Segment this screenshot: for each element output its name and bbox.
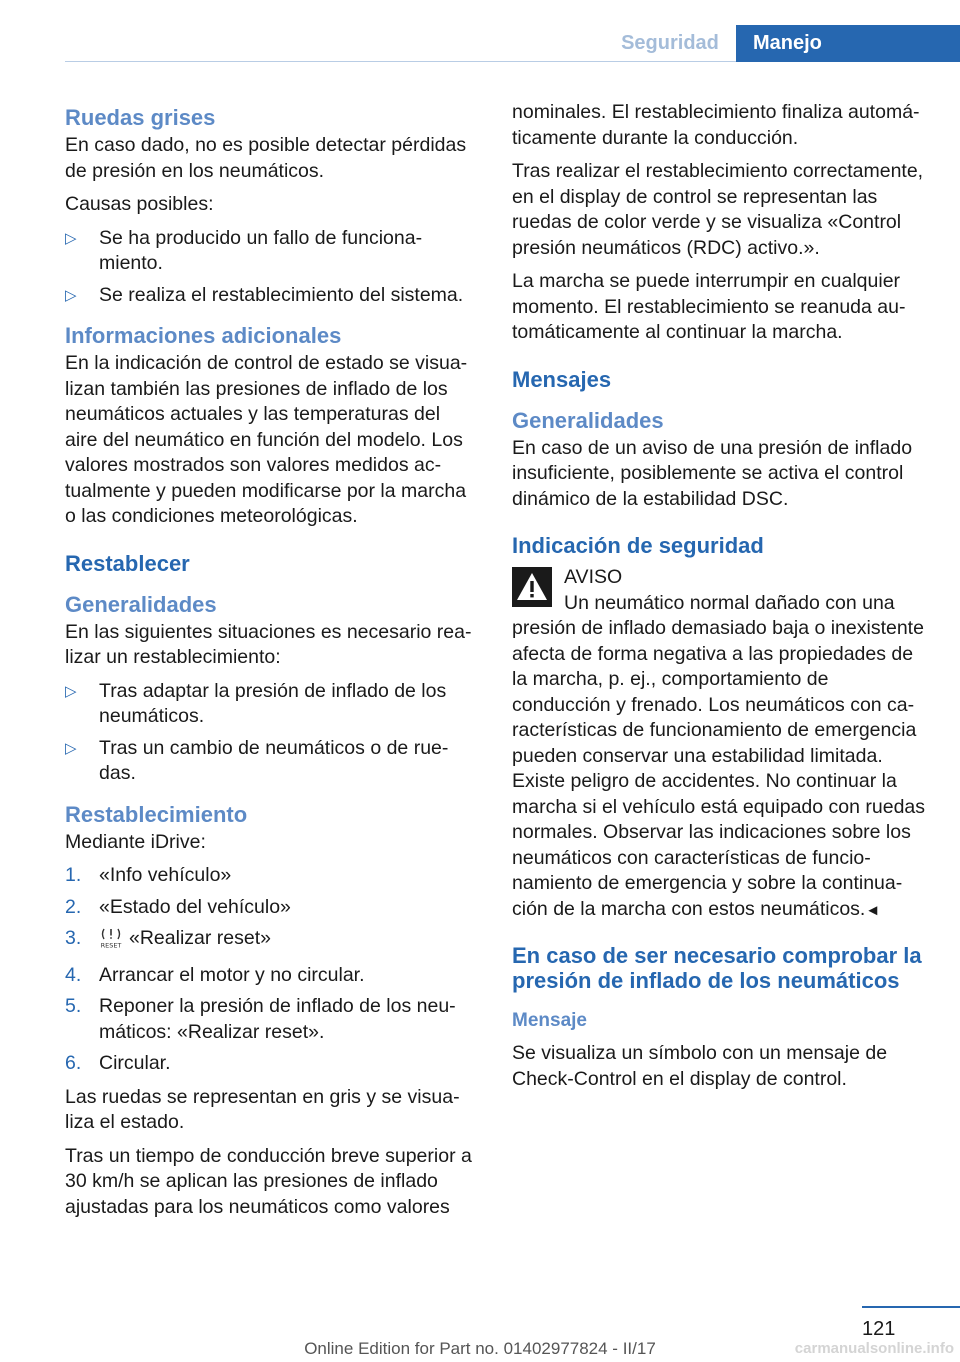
tire-reset-icon [99,927,123,957]
list-item: ▷ Se ha producido un fallo de funcionamiento. [65,226,423,274]
heading-restablecimiento: Restablecimiento [65,801,248,827]
warning-block [512,565,928,616]
heading-comprobar: En caso de ser necesario comprobar la presión de inflado de los neumáticos [512,943,922,993]
heading-generalidades-2: Generalidades [512,407,664,433]
list-item: 2. «Estado del vehículo» [65,895,291,918]
watermark: carmanualsonline.info [794,1340,954,1357]
causas-list [65,226,477,309]
heading-generalidades: Generalidades [65,591,217,617]
heading-informaciones: Informaciones adicionales [65,323,342,348]
triangle-bullet-icon: ▷ [65,229,77,247]
paragraph-tras: Tras un tiempo de conducción breve superior a 30 km/h se aplican las presiones de inflado ajustadas para los neumáticos como valores [65,1144,472,1218]
warning-title: AVISO [564,566,623,588]
footer-rule [862,1306,960,1308]
list-item: 1. «Info vehículo» [65,864,232,886]
list-item: ▷ Tras adaptar la presión de inflado de los neumáticos. [65,679,447,727]
svg-text:RESET: RESET [100,941,122,949]
warning-text: presión de inflado demasiado baja o inexistente afecta de forma negativa a las propiedades de la marcha, p. ej., comportamiento de conducción y frenado. Los neumáticos con características de funcionamiento de emergencia pueden conservar una estabilidad limitada. Existe peligro de accidentes. No continuar la marcha si el vehículo está equipado con ruedas normales. Observar las indicaciones sobre los neumáticos con características de funcionamiento de emergencia y sobre la continuación de la marcha con estos neumáticos.◄ [512,617,926,920]
warning-triangle-icon [512,567,552,615]
paragraph-gris: Las ruedas se representan en gris y se visualiza el estado. [65,1085,460,1133]
paragraph-verde: Tras realizar el restablecimiento correctamente, en el display de control se representan las ruedas de color verde y se visualiza «Control presión neumáticos (RDC) activo.». [512,160,924,259]
paragraph-simbolo: Se visualiza un símbolo con un mensaje de Check-Control en el display de control. [512,1042,888,1090]
triangle-bullet-icon: ▷ [65,739,77,757]
footer-edition: Online Edition for Part no. 01402977824 - II/17 [304,1339,656,1358]
paragraph-marcha: La marcha se puede interrumpir en cualquier momento. El restablecimiento se reanuda automáticamente al continuar la marcha. [512,270,906,343]
heading-ruedas-grises: Ruedas grises [65,105,216,130]
paragraph-info: En la indicación de control de estado se visualizan también las presiones de inflado de los neumáticos actuales y las temperaturas del aire del neumático en función del modelo. Los valores mostrados son valores medidos actualmente y pueden modificarse por la marcha o las condiciones meteorológicas. [65,352,468,527]
steps-list [65,863,477,1077]
paragraph-ruedas: En caso dado, no es posible detectar pérdidas de presión en los neumáticos. [65,134,467,182]
paragraph-continuation: nominales. El restablecimiento finaliza automáticamente durante la conducción. [512,101,920,149]
paragraph-aviso-dsc: En caso de un aviso de una presión de inflado insuficiente, posiblemente se activa el control dinámico de la estabilidad DSC. [512,436,913,510]
list-item: ▷ Tras un cambio de neumáticos o de ruedas. [65,736,449,784]
list-item: 4. Arrancar el motor y no circular. [65,963,365,986]
list-item: 5. Reponer la presión de inflado de los neumáticos: «Realizar reset». [65,995,456,1043]
end-mark-icon: ◄ [865,901,881,919]
left-column [65,100,477,1228]
page-number: 121 [862,1318,896,1340]
list-item: 3. RESET «Realizar reset» [65,926,477,957]
heading-restablecer: Restablecer [65,550,190,576]
section-tab[interactable]: Seguridad [621,32,719,54]
triangle-bullet-icon: ▷ [65,682,77,700]
triangle-bullet-icon: ▷ [65,286,77,304]
paragraph-generalidades: En las siguientes situaciones es necesario realizar un restablecimiento: [65,620,472,668]
heading-mensaje: Mensaje [512,1010,587,1031]
warning-first-line: Un neumático normal dañado con una [564,591,895,614]
situaciones-list [65,679,477,787]
paragraph-idrive: Mediante iDrive: [65,830,206,853]
heading-mensajes: Mensajes [512,366,612,392]
right-column [512,100,928,1100]
heading-indicacion-seguridad: Indicación de seguridad [512,533,764,558]
paragraph-causas: Causas posibles: [65,193,214,215]
chapter-tab[interactable]: Manejo [736,25,960,62]
list-item: 6. Circular. [65,1052,171,1074]
list-item: ▷ Se realiza el restablecimiento del sistema. [65,283,477,309]
